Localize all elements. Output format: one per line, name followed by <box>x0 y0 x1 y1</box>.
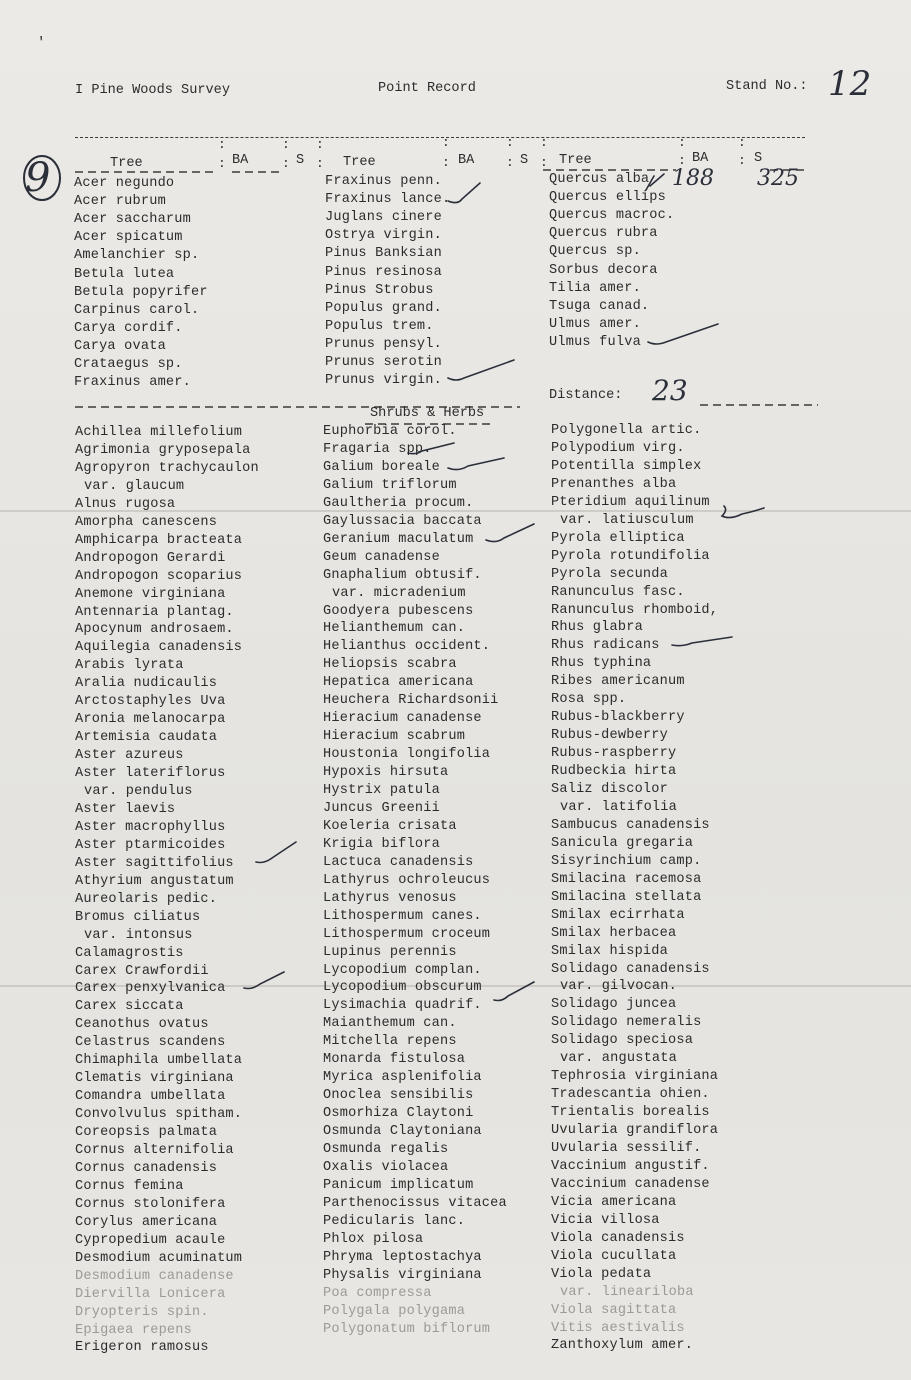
species-entry: Tradescantia ohien. <box>551 1087 710 1103</box>
species-entry: Hepatica americana <box>323 675 474 691</box>
species-entry: Lithospermum croceum <box>323 926 491 942</box>
species-entry: Polygonella artic. <box>551 423 702 438</box>
species-entry: Populus trem. <box>325 318 434 334</box>
species-entry: Rhus typhina <box>551 656 652 672</box>
species-entry: Osmunda Claytoniana <box>323 1124 482 1140</box>
species-entry: Hieracium canadense <box>323 711 482 727</box>
species-entry: Euphorbia corol. <box>323 424 457 439</box>
species-entry: Lupinus perennis <box>323 944 457 960</box>
s-handwritten-value: 325 <box>757 166 799 191</box>
species-entry: Andropogon scoparius <box>75 568 243 584</box>
species-entry: Pinus Banksian <box>325 246 443 262</box>
col2-ba-header: BA <box>458 153 475 168</box>
species-entry: Cypropedium acaule <box>75 1232 226 1248</box>
species-entry: Quercus macroc. <box>549 208 675 224</box>
species-entry: Quercus alba <box>549 172 650 187</box>
species-entry: Viola pedata <box>551 1266 652 1282</box>
species-entry: Betula lutea <box>74 266 175 282</box>
species-entry: Lycopodium complan. <box>323 962 482 978</box>
species-entry: Aquilegia canadensis <box>75 640 243 656</box>
species-entry: Corylus americana <box>75 1214 218 1230</box>
species-entry: Acer negundo <box>74 176 175 191</box>
species-entry: Ceanothus ovatus <box>75 1017 209 1033</box>
species-entry: Hystrix patula <box>323 783 441 798</box>
species-entry: Cornus stolonifera <box>75 1196 226 1212</box>
species-entry: Goodyera pubescens <box>323 603 474 619</box>
species-entry: Uvularia sessilif. <box>551 1141 702 1156</box>
species-entry: Carex Crawfordii <box>75 963 209 979</box>
species-entry: Solidago canadensis <box>551 961 710 977</box>
species-entry: Pteridium aquilinum <box>551 494 710 510</box>
species-entry: Viola canadensis <box>551 1230 685 1246</box>
species-entry: Panicum implicatum <box>323 1177 474 1193</box>
species-entry: Desmodium acuminatum <box>75 1250 243 1266</box>
species-entry: Anemone virginiana <box>75 586 226 602</box>
species-entry: Sambucus canadensis <box>551 817 710 833</box>
svg-text::: : <box>738 153 746 168</box>
species-entry: Pinus Strobus <box>325 282 434 298</box>
species-entry: Smilax ecirrhata <box>551 907 685 923</box>
species-entry: Krigia biflora <box>323 836 441 852</box>
col1-ba-header: BA <box>232 153 249 168</box>
species-entry: Calamagrostis <box>75 945 184 961</box>
species-entry: Gnaphalium obtusif. <box>323 567 482 583</box>
species-entry: Celastrus scandens <box>75 1035 226 1051</box>
species-entry: Rubus-raspberry <box>551 746 677 762</box>
species-entry: Lycopodium obscurum <box>323 980 482 996</box>
species-entry: Vicia americana <box>551 1194 677 1210</box>
species-entry: Gaylussacia baccata <box>323 513 482 529</box>
species-entry: Aronia melanocarpa <box>75 712 226 728</box>
species-entry: Carex siccata <box>75 999 184 1015</box>
species-entry: Amorpha canescens <box>75 514 218 530</box>
species-entry: Aster azureus <box>75 748 184 764</box>
species-entry: Geum canadense <box>323 549 441 565</box>
species-entry: Potentilla simplex <box>551 458 702 474</box>
species-entry: Fraxinus lance. <box>325 192 451 208</box>
species-entry: Fragaria spp. <box>323 441 432 457</box>
species-entry: Amphicarpa bracteata <box>75 532 243 548</box>
species-entry: Arabis lyrata <box>75 658 184 674</box>
species-entry: Lathyrus ochroleucus <box>323 872 491 888</box>
species-entry: Antennaria plantag. <box>75 604 234 620</box>
species-entry: Parthenocissus vitacea <box>323 1195 507 1211</box>
species-entry: Aureolaris pedic. <box>75 891 218 907</box>
species-entry: Ribes americanum <box>551 674 685 690</box>
species-entry: Fraxinus amer. <box>74 375 192 391</box>
species-entry: Sorbus decora <box>549 262 658 278</box>
species-entry: Koeleria crisata <box>323 818 457 834</box>
species-entry: Polygala polygama <box>323 1303 466 1319</box>
svg-text::: : <box>218 137 226 152</box>
species-entry: Hieracium scabrum <box>323 729 466 745</box>
species-entry: var. latiusculum <box>560 512 694 528</box>
svg-text::: : <box>678 135 686 150</box>
species-entry: Smilacina racemosa <box>551 871 702 887</box>
svg-text::: : <box>282 137 290 152</box>
species-entry: Rudbeckia hirta <box>551 764 677 780</box>
species-entry: Betula popyrifer <box>74 284 208 300</box>
species-entry: Helianthus occident. <box>323 639 491 655</box>
species-entry: Aralia nudicaulis <box>75 676 218 692</box>
distance-label: Distance: <box>549 388 623 403</box>
species-entry: Clematis virginiana <box>75 1071 234 1087</box>
species-entry: Gaultheria procum. <box>323 495 474 511</box>
species-entry: Cornus canadensis <box>75 1160 218 1176</box>
point-number-handwritten: 9 <box>25 155 51 201</box>
svg-text::: : <box>678 153 686 168</box>
species-entry: Aster laevis <box>75 801 176 817</box>
species-entry: var. intonsus <box>84 927 193 943</box>
svg-text::: : <box>218 156 226 171</box>
species-entry: Tilia amer. <box>549 280 641 296</box>
species-entry: Carpinus carol. <box>74 302 200 318</box>
species-entry: Prunus serotin <box>325 355 443 370</box>
species-entry: Rhus glabra <box>551 620 643 636</box>
svg-text::: : <box>540 155 548 170</box>
species-entry: Carya ovata <box>74 338 166 354</box>
top-mark: ' <box>37 35 46 51</box>
svg-text::: : <box>738 135 746 150</box>
species-entry: Sanicula gregaria <box>551 835 694 851</box>
species-entry: Geranium maculatum <box>323 531 474 547</box>
species-entry: Agrimonia gryposepala <box>75 442 251 458</box>
species-entry: Ostrya virgin. <box>325 228 443 244</box>
species-entry: Acer spicatum <box>74 230 183 246</box>
species-entry: Populus grand. <box>325 300 443 316</box>
species-entry: Ulmus amer. <box>549 316 641 332</box>
species-entry: var. pendulus <box>84 784 193 799</box>
svg-text::: : <box>282 156 290 171</box>
species-entry: Prenanthes alba <box>551 476 677 492</box>
species-entry: Juglans cinere <box>325 210 443 226</box>
species-entry: Coreopsis palmata <box>75 1125 218 1141</box>
species-entry: Prunus pensyl. <box>325 336 443 352</box>
svg-text::: : <box>506 155 514 170</box>
species-entry: var. glaucum <box>84 478 185 494</box>
species-entry: Polypodium virg. <box>551 440 685 456</box>
species-entry: var. latifolia <box>560 799 678 815</box>
species-entry: Physalis virginiana <box>323 1267 482 1283</box>
species-entry: Ranunculus rhomboid, <box>551 602 719 618</box>
species-entry: Andropogon Gerardi <box>75 550 226 566</box>
species-entry: Smilacina stellata <box>551 889 702 905</box>
species-entry: Rhus radicans <box>551 638 660 654</box>
species-entry: Heliopsis scabra <box>323 657 457 673</box>
species-entry: Galium boreale <box>323 459 441 475</box>
species-entry: Pyrola secunda <box>551 566 669 582</box>
col3-ba-header: BA <box>692 151 709 166</box>
col2-s-header: S <box>520 153 529 168</box>
species-entry: Apocynum androsaem. <box>75 622 234 638</box>
species-entry: Smilax hispida <box>551 943 669 959</box>
col3-s-header: S <box>754 151 763 166</box>
species-entry: Amelanchier sp. <box>74 248 200 264</box>
species-entry: Athyrium angustatum <box>75 873 234 889</box>
species-entry: Acer rubrum <box>74 194 166 210</box>
species-entry: Phlox pilosa <box>323 1231 424 1247</box>
species-entry: Viola sagittata <box>551 1302 677 1318</box>
species-entry: Solidago nemeralis <box>551 1015 702 1031</box>
species-entry: Lithospermum canes. <box>323 908 482 924</box>
species-entry: Rubus-dewberry <box>551 728 669 744</box>
species-entry: Lysimachia quadrif. <box>323 998 482 1014</box>
stand-number-handwritten: 12 <box>828 64 872 104</box>
species-entry: Bromus ciliatus <box>75 909 201 925</box>
species-entry: Houstonia longifolia <box>323 747 491 763</box>
svg-text::: : <box>540 135 548 150</box>
species-entry: Achillea millefolium <box>75 425 243 440</box>
species-entry: Hypoxis hirsuta <box>323 765 449 781</box>
species-entry: Carex penxylvanica <box>75 981 226 997</box>
species-entry: Pyrola elliptica <box>551 530 685 546</box>
species-entry: Helianthemum can. <box>323 621 466 637</box>
species-entry: Aster macrophyllus <box>75 819 226 835</box>
species-entry: Juncus Greenii <box>323 800 441 816</box>
species-entry: Lathyrus venosus <box>323 890 457 906</box>
species-entry: Phryma leptostachya <box>323 1249 482 1265</box>
species-entry: Quercus sp. <box>549 244 641 260</box>
species-entry: Comandra umbellata <box>75 1089 226 1105</box>
species-entry: Aster sagittifolius <box>75 855 234 871</box>
species-entry: Fraxinus penn. <box>325 174 443 189</box>
svg-text::: : <box>316 137 324 152</box>
species-entry: Pyrola rotundifolia <box>551 548 710 564</box>
species-entry: Agropyron trachycaulon <box>75 460 259 476</box>
species-entry: Acer saccharum <box>74 212 192 228</box>
species-entry: Osmorhiza Claytoni <box>323 1106 474 1122</box>
species-entry: Vaccinium canadense <box>551 1176 710 1192</box>
species-entry: var. micradenium <box>332 585 466 601</box>
species-entry: var. lineariloba <box>560 1284 694 1300</box>
species-entry: Arctostaphyles Uva <box>75 694 226 710</box>
species-entry: Desmodium canadense <box>75 1268 234 1284</box>
species-entry: Heuchera Richardsonii <box>323 693 499 709</box>
species-entry: Onoclea sensibilis <box>323 1088 474 1104</box>
species-entry: Polygonatum biflorum <box>323 1321 491 1337</box>
species-entry: Prunus virgin. <box>325 373 443 389</box>
species-entry: Zanthoxylum amer. <box>551 1338 694 1354</box>
svg-text::: : <box>442 155 450 170</box>
species-entry: Convolvulus spitham. <box>75 1107 243 1123</box>
species-entry: Tephrosia virginiana <box>551 1069 719 1085</box>
record-type: Point Record <box>378 81 476 96</box>
species-entry: Galium triflorum <box>323 477 457 493</box>
species-entry: Rubus-blackberry <box>551 710 685 726</box>
species-entry: Solidago juncea <box>551 997 677 1013</box>
survey-title: I Pine Woods Survey <box>75 83 230 98</box>
svg-text::: : <box>506 135 514 150</box>
species-entry: Vitis aestivalis <box>551 1320 685 1336</box>
species-entry: Chimaphila umbellata <box>75 1053 243 1069</box>
species-entry: Quercus rubra <box>549 226 658 242</box>
svg-text::: : <box>442 135 450 150</box>
species-entry: Epigaea repens <box>75 1322 193 1338</box>
svg-text::: : <box>316 156 324 171</box>
species-entry: Ulmus fulva <box>549 334 641 350</box>
species-entry: Tsuga canad. <box>549 298 650 314</box>
species-entry: Cornus femina <box>75 1178 184 1194</box>
species-entry: Myrica asplenifolia <box>323 1070 482 1086</box>
col2-tree-header: Tree <box>343 155 376 170</box>
species-entry: Maianthemum can. <box>323 1016 457 1032</box>
species-entry: Osmunda regalis <box>323 1142 449 1157</box>
species-entry: Dryopteris spin. <box>75 1304 209 1320</box>
species-entry: Saliz discolor <box>551 782 669 797</box>
species-entry: var. gilvocan. <box>560 979 678 995</box>
col3-tree-header: Tree <box>559 153 592 168</box>
species-entry: Viola cucullata <box>551 1248 677 1264</box>
species-entry: Oxalis violacea <box>323 1159 449 1175</box>
shrubs-herbs-title: Shrubs & Herbs <box>370 406 485 421</box>
species-entry: Smilax herbacea <box>551 925 677 941</box>
species-entry: Pedicularis lanc. <box>323 1213 466 1229</box>
species-entry: Poa compressa <box>323 1285 432 1301</box>
species-entry: Lactuca canadensis <box>323 854 474 870</box>
col1-tree-header: Tree <box>110 156 143 171</box>
species-entry: Rosa spp. <box>551 692 627 708</box>
species-entry: Monarda fistulosa <box>323 1052 466 1068</box>
species-entry: var. angustata <box>560 1051 678 1067</box>
distance-handwritten: 23 <box>652 374 688 407</box>
species-entry: Mitchella repens <box>323 1034 457 1050</box>
species-entry: Pinus resinosa <box>325 264 443 280</box>
species-entry: Aster lateriflorus <box>75 766 226 782</box>
species-entry: Solidago speciosa <box>551 1033 694 1049</box>
species-entry: Aster ptarmicoides <box>75 837 226 853</box>
species-entry: Uvularia grandiflora <box>551 1123 719 1139</box>
species-entry: Vicia villosa <box>551 1212 660 1228</box>
species-entry: Diervilla Lonicera <box>75 1286 226 1302</box>
species-entry: Erigeron ramosus <box>75 1340 209 1356</box>
species-entry: Vaccinium angustif. <box>551 1158 710 1174</box>
species-entry: Alnus rugosa <box>75 496 176 512</box>
species-entry: Ranunculus fasc. <box>551 584 685 600</box>
species-entry: Sisyrinchium camp. <box>551 853 702 869</box>
col1-s-header: S <box>296 153 305 168</box>
species-entry: Trientalis borealis <box>551 1105 710 1121</box>
ba-handwritten-value: 188 <box>672 166 714 191</box>
species-entry: Artemisia caudata <box>75 730 218 746</box>
species-entry: Cornus alternifolia <box>75 1143 234 1158</box>
species-entry: Carya cordif. <box>74 320 183 336</box>
species-entry: Crataegus sp. <box>74 357 183 372</box>
stand-label: Stand No.: <box>726 79 808 94</box>
species-entry: Quercus ellips <box>549 190 667 206</box>
